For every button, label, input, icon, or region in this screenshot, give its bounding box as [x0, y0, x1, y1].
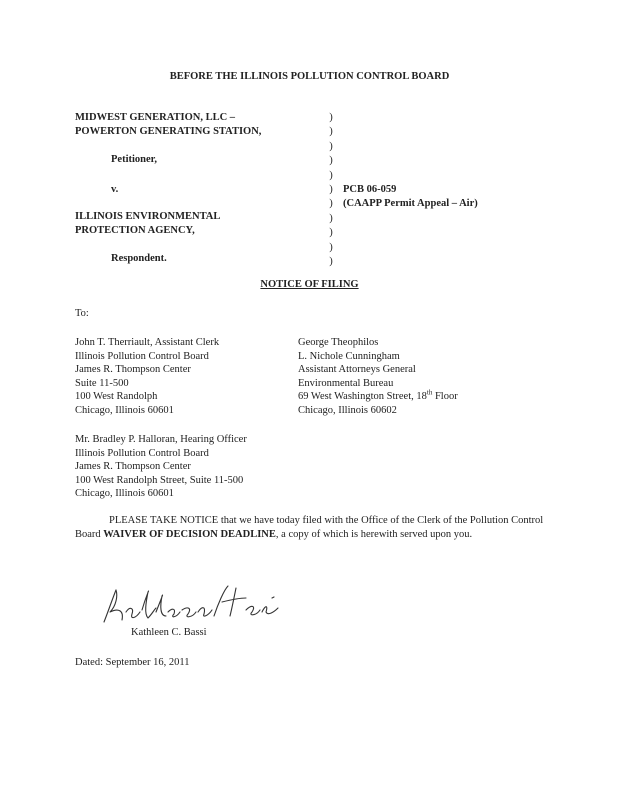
address-line: L. Nichole Cunningham [298, 350, 400, 362]
to-label: To: [75, 308, 89, 319]
caption-paren: ) [329, 112, 333, 123]
respondent-role: Respondent. [111, 253, 167, 264]
address-line: 100 West Randolph Street, Suite 11-500 [75, 474, 244, 486]
address-line: Illinois Pollution Control Board [75, 447, 209, 459]
date-line: Dated: September 16, 2011 [75, 657, 190, 668]
address-line: Mr. Bradley P. Halloran, Hearing Officer [75, 434, 247, 445]
address-line: 100 West Randolph [75, 391, 158, 402]
address-line: Chicago, Illinois 60602 [298, 404, 397, 416]
address-line: John T. Therriault, Assistant Clerk [75, 337, 220, 348]
address-line: Environmental Bureau [298, 377, 394, 389]
filed-document-title: WAIVER OF DECISION DEADLINE [103, 528, 276, 540]
address-line: Illinois Pollution Control Board [75, 350, 209, 362]
caption-paren: ) [329, 169, 333, 181]
caption-paren: ) [329, 227, 333, 239]
notice-text-end: , a copy of which is herewith served upon you. [275, 528, 473, 540]
address-line: George Theophilos [298, 337, 379, 348]
handwritten-signature [96, 582, 286, 628]
respondent-name-line2: PROTECTION AGENCY, [75, 225, 195, 236]
address-line [298, 390, 458, 404]
case-number: PCB 06-059 [343, 184, 397, 195]
recipient-block-attorneys [298, 336, 458, 417]
petitioner-name-line2: POWERTON GENERATING STATION, [75, 126, 262, 137]
address-line: Chicago, Illinois 60601 [75, 404, 174, 416]
ordinal-suffix: th [426, 388, 433, 397]
address-line: James R. Thompson Center [75, 364, 191, 375]
caption-paren: ) [329, 140, 333, 152]
respondent-name-line1: ILLINOIS ENVIRONMENTAL [75, 211, 221, 222]
caption-paren: ) [329, 184, 333, 196]
caption-paren: ) [329, 212, 333, 224]
notice-text-start: PLEASE TAKE NOTICE that we have today filed with the Office of the Clerk of the Pollution Control Board [75, 515, 544, 540]
notice-title: NOTICE OF FILING [260, 279, 359, 290]
floor-label: Floor [432, 391, 458, 402]
address-line: James R. Thompson Center [75, 461, 191, 472]
recipient-block-hearing-officer [75, 433, 247, 501]
petitioner-name-line1: MIDWEST GENERATION, LLC – [75, 112, 236, 123]
address-line: Assistant Attorneys General [298, 364, 416, 375]
caption-paren: ) [329, 256, 333, 268]
printed-name: Kathleen C. Bassi [131, 627, 207, 638]
caption-paren: ) [329, 198, 333, 210]
caption-paren: ) [329, 155, 333, 167]
caption-paren: ) [329, 241, 333, 253]
case-type: (CAAPP Permit Appeal – Air) [343, 198, 478, 209]
notice-paragraph [75, 514, 545, 541]
address-line: Suite 11-500 [75, 377, 129, 389]
recipient-block-clerk [75, 336, 219, 417]
caption-paren: ) [329, 126, 333, 138]
caption-paren-column [328, 111, 334, 269]
address-line: Chicago, Illinois 60601 [75, 488, 174, 499]
petitioner-role: Petitioner, [111, 154, 157, 165]
board-header: BEFORE THE ILLINOIS POLLUTION CONTROL BOARD [169, 71, 450, 82]
street-address: 69 West Washington Street, 18 [298, 391, 427, 402]
signature-script-text: Kathleen C. Bassi [146, 602, 218, 613]
versus-label: v. [111, 184, 119, 195]
